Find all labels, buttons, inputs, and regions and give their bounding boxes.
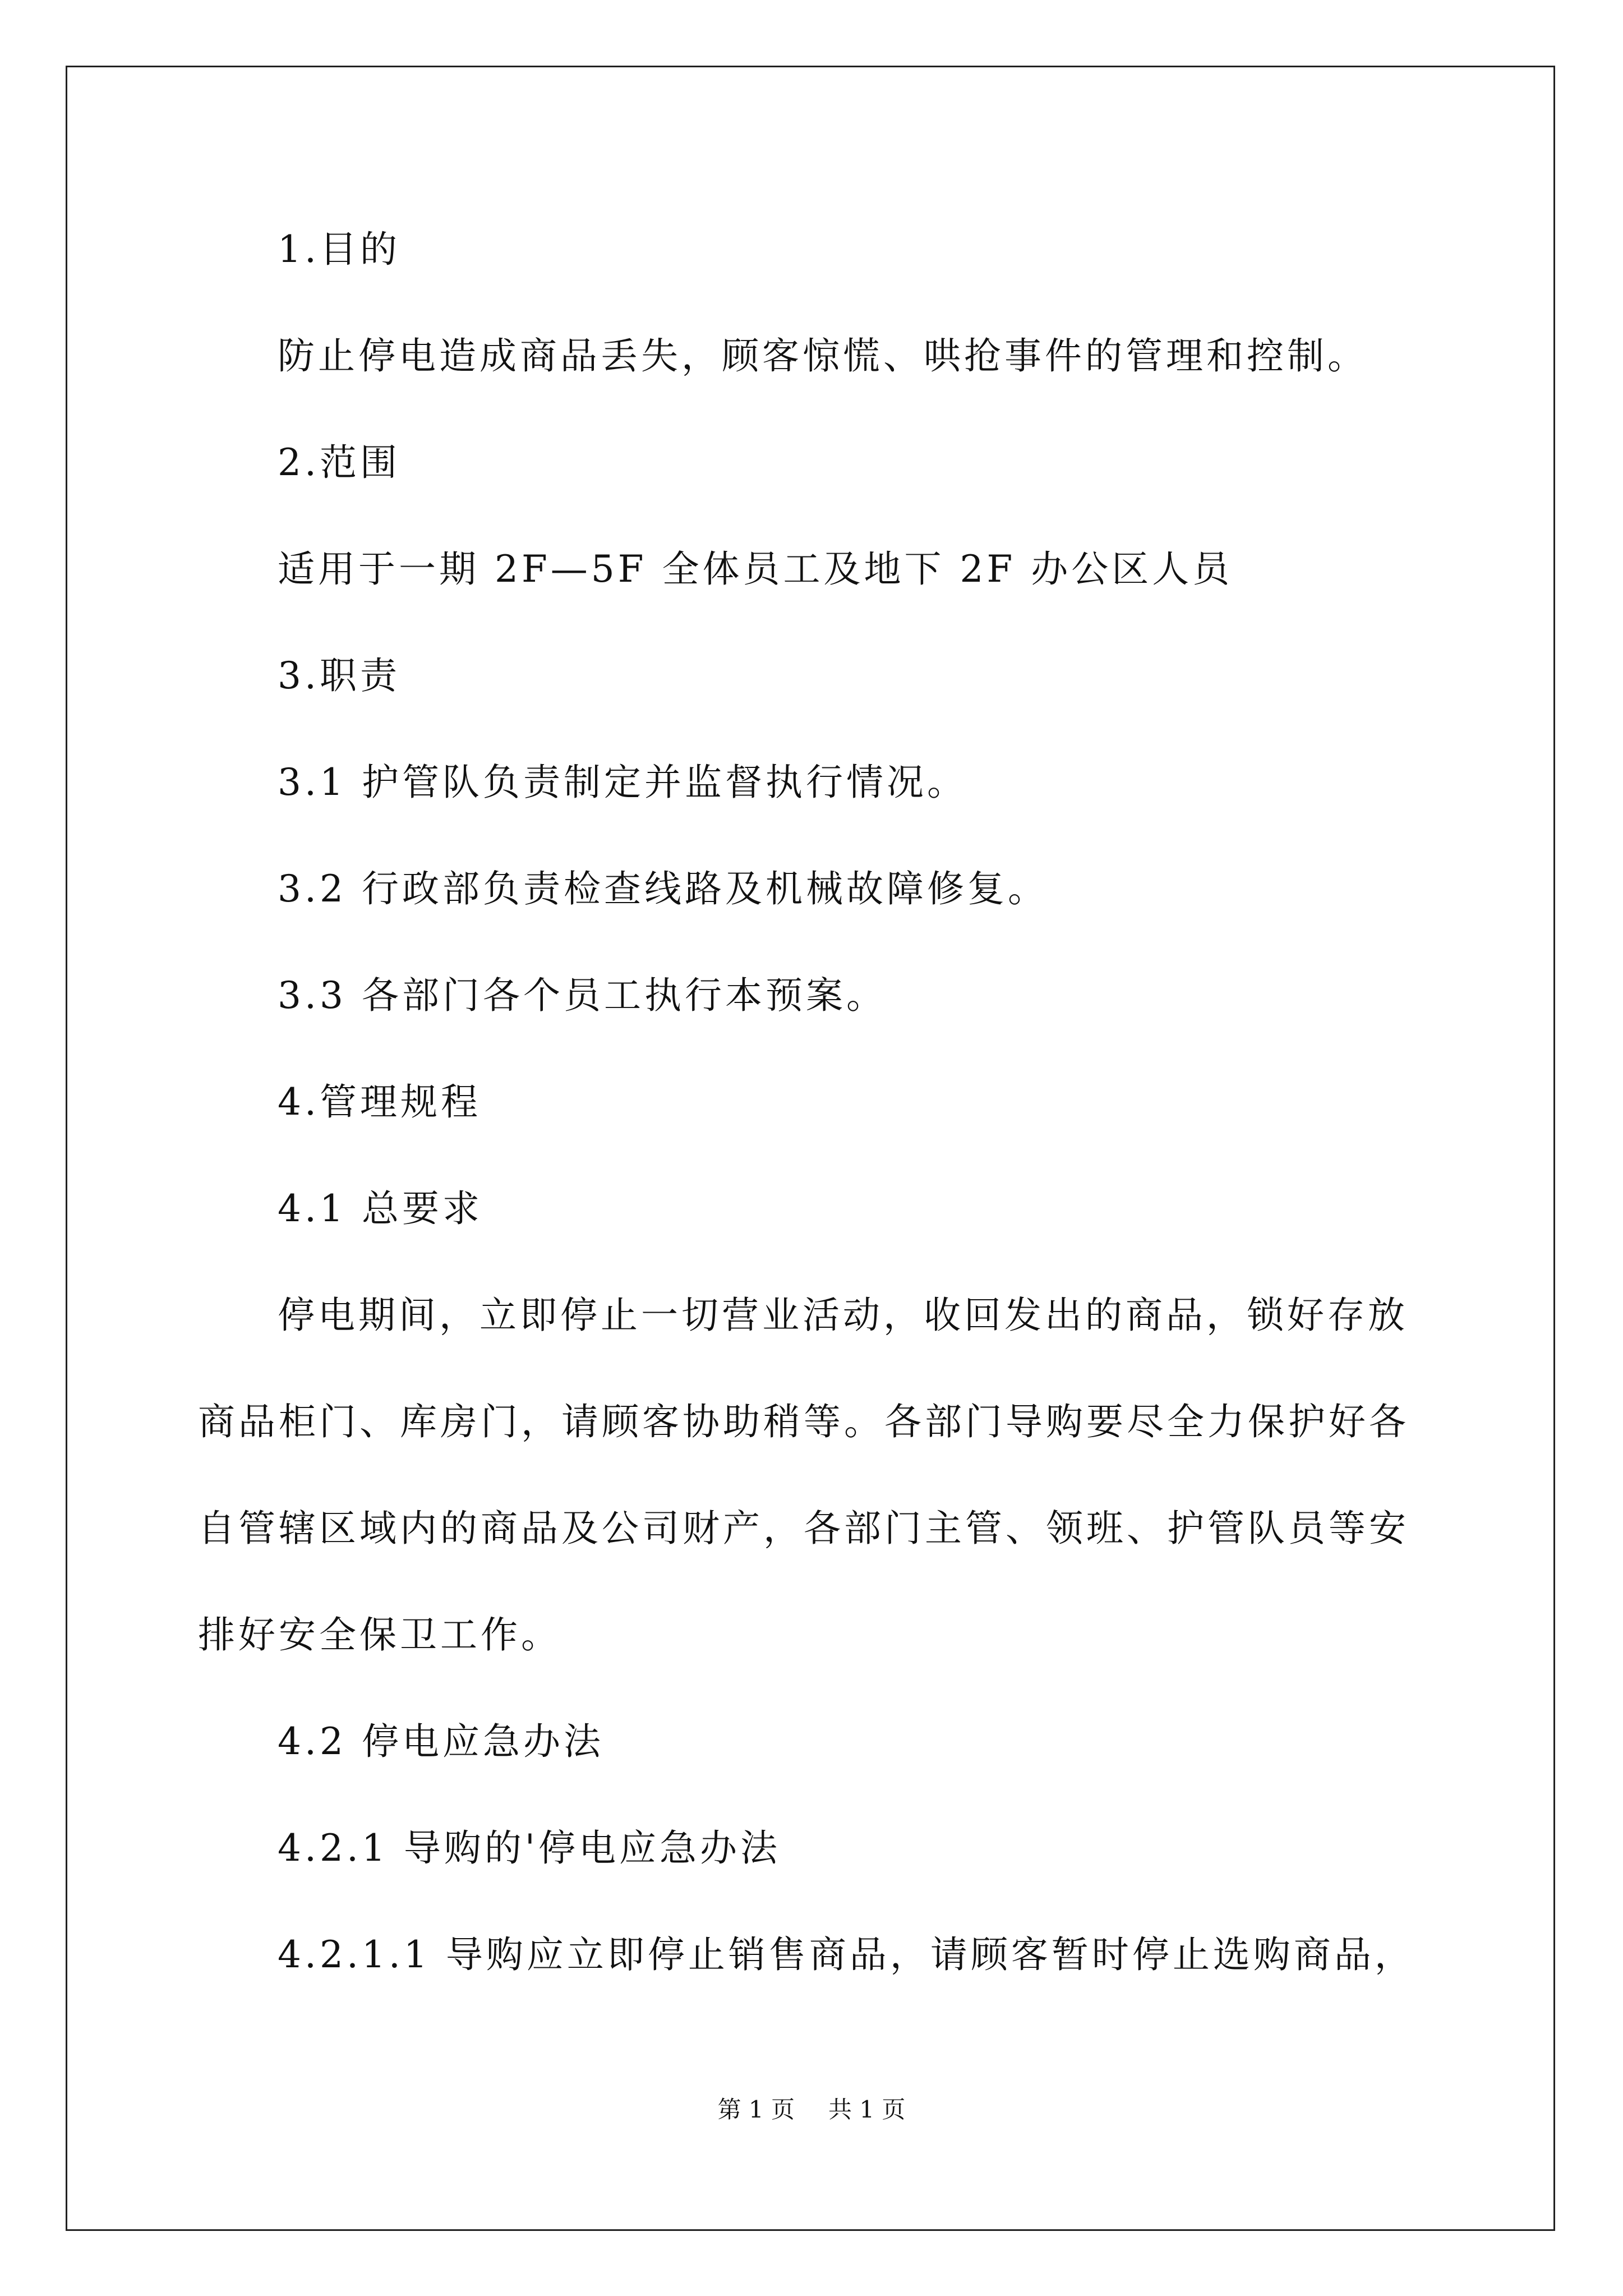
- section-heading-scope: 2.范围: [278, 441, 400, 484]
- paragraph-line: 停电期间，立即停止一切营业活动，收回发出的商品，锁好存放: [278, 1294, 1408, 1337]
- page-total: 共 1 页: [828, 2096, 906, 2123]
- purpose-text: 防止停电造成商品丢失，顾客惊慌、哄抢事件的管理和控制。: [278, 334, 1368, 378]
- scope-text: 适用于一期 2F—5F 全体员工及地下 2F 办公区人员: [278, 547, 1233, 591]
- subsection-heading-4-2-1: 4.2.1 导购的'停电应急办法: [278, 1826, 781, 1870]
- duty-item-3-2: 3.2 行政部负责检查线路及机械故障修复。: [278, 867, 1048, 910]
- page-footer: [0, 2096, 1623, 2124]
- paragraph-line: 自管辖区域内的商品及公司财产，各部门主管、领班、护管队员等安: [198, 1507, 1409, 1550]
- section-heading-duties: 3.职责: [278, 654, 400, 697]
- paragraph-line: 排好安全保卫工作。: [198, 1613, 561, 1657]
- duty-item-3-1: 3.1 护管队负责制定并监督执行情况。: [278, 761, 967, 804]
- section-heading-purpose: 1.目的: [278, 228, 400, 271]
- section-heading-procedures: 4.管理规程: [278, 1080, 481, 1124]
- subsection-heading-4-1: 4.1 总要求: [278, 1187, 483, 1230]
- duty-item-3-3: 3.3 各部门各个员工执行本预案。: [278, 974, 887, 1017]
- item-4-2-1-1: 4.2.1.1 导购应立即停止销售商品，请顾客暂时停止选购商品，: [278, 1933, 1415, 1976]
- page-border: [66, 66, 1555, 2231]
- subsection-heading-4-2: 4.2 停电应急办法: [278, 1720, 604, 1763]
- page-number: 第 1 页: [717, 2096, 795, 2123]
- paragraph-line: 商品柜门、库房门，请顾客协助稍等。各部门导购要尽全力保护好各: [198, 1400, 1409, 1443]
